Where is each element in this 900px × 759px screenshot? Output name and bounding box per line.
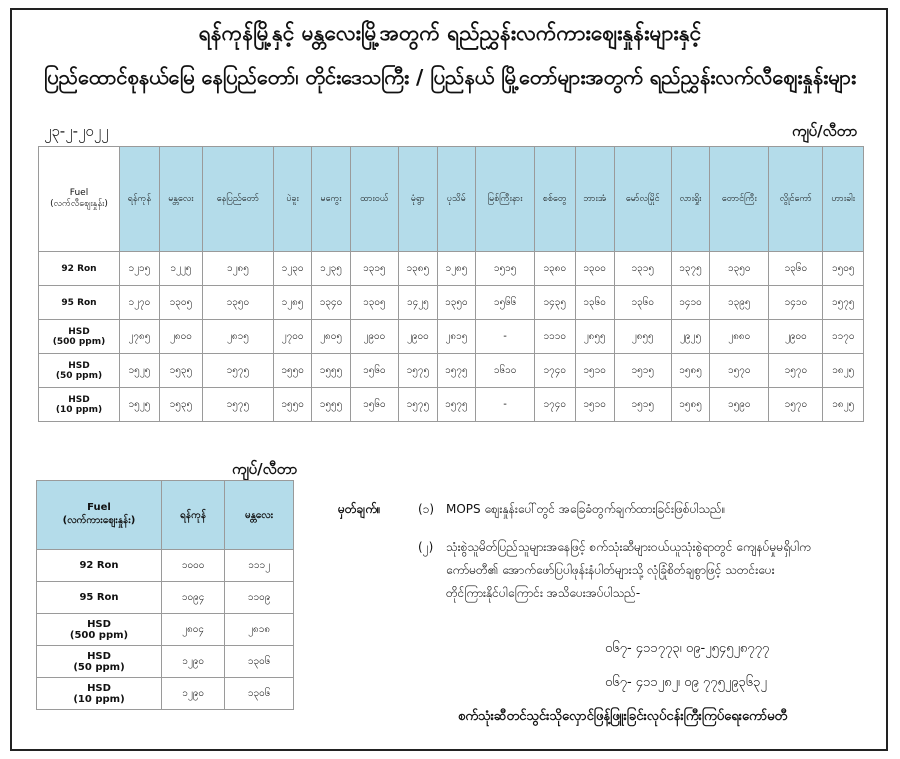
wholesale-price-table: [36, 480, 294, 710]
price-cell: ၁၃၀၅: [159, 286, 202, 320]
price-cell: ၁၅၁၅: [476, 252, 535, 286]
price-cell: ၂၈၀၄: [162, 614, 225, 646]
fuel-type-cell: [39, 320, 120, 354]
retail-price-table: [38, 146, 864, 422]
price-cell: ၂၈၁၅: [203, 320, 274, 354]
fuel-type-cell: [39, 286, 120, 320]
price-cell: ၁၅၃၅: [159, 354, 202, 388]
fuel-type-label: HSD: [87, 618, 111, 630]
fuel-header-subtitle: (လက်လီဈေးနှုန်း): [50, 198, 108, 209]
fuel-type-label: HSD: [87, 650, 111, 662]
retail-table-body: [39, 252, 864, 422]
price-cell: ၁၅၇၅: [437, 388, 475, 422]
date-label: ၂၃-၂-၂၀၂၂: [44, 122, 109, 140]
price-cell: ၁၂၉၀: [162, 646, 225, 678]
note-1-text: MOPS ဈေးနှုန်းပေါ်တွင် အခြေခံတွက်ချက်ထားခြင်းဖြစ်ပါသည်။: [446, 502, 726, 516]
price-cell: ၂၈၁၈: [225, 614, 294, 646]
wholesale-table-body: [37, 550, 294, 710]
price-cell: ၁၂၂၅: [159, 252, 202, 286]
fuel-type-label: HSD: [68, 326, 90, 337]
price-cell: ၁၃၀၀: [575, 252, 614, 286]
fuel-type-label: (500 ppm): [52, 336, 106, 347]
price-cell: ၁၃၆၀: [575, 286, 614, 320]
note-2-line: တိုင်ကြားနိုင်ပါကြောင်း အသိပေးအပ်ပါသည်-: [446, 586, 641, 600]
price-cell: ၁၁၇၀: [823, 320, 864, 354]
price-cell: ၁၁၁၂: [225, 550, 294, 582]
fuel-type-cell: [39, 354, 120, 388]
table-row: [37, 614, 294, 646]
price-cell: ၂၉၀၀: [399, 320, 438, 354]
price-cell: ၁၅၆၆: [476, 286, 535, 320]
fuel-type-label: HSD: [87, 682, 111, 694]
table-row: [39, 320, 864, 354]
price-cell: ၁၂၈၅: [437, 252, 475, 286]
note-1: [418, 498, 878, 521]
price-cell: ၁၈၂၅: [823, 354, 864, 388]
price-cell: ၁၂၃၅: [312, 252, 350, 286]
city-header: လွိုင်ကော်: [769, 147, 823, 252]
price-cell: ၁၅၇၅: [399, 354, 438, 388]
city-header: ရန်ကုန်: [162, 481, 225, 550]
fuel-type-label: (500 ppm): [69, 629, 129, 641]
city-header: စစ်တွေ: [535, 147, 576, 252]
price-cell: ၁၅၆၀: [350, 354, 398, 388]
price-cell: ၁၃၀၆: [225, 646, 294, 678]
notes-label: မှတ်ချက်။: [338, 502, 381, 516]
price-cell: ၁၆၁၀: [476, 354, 535, 388]
price-cell: -: [476, 320, 535, 354]
price-cell: ၁၅၇၀: [710, 354, 769, 388]
city-header: မန္တလေး: [225, 481, 294, 550]
fuel-type-cell: [37, 678, 162, 710]
price-cell: ၁၅၇၅: [203, 354, 274, 388]
price-cell: ၁၂၈၅: [203, 252, 274, 286]
wholesale-header-row: [37, 481, 294, 550]
fuel-column-header: [39, 147, 120, 252]
fuel-type-label: (10 ppm): [73, 693, 125, 705]
table-row: [39, 252, 864, 286]
city-header: ထားဝယ်: [350, 147, 398, 252]
price-cell: ၁၃၁၅: [614, 252, 671, 286]
fuel-type-label: 95 Ron: [61, 297, 97, 308]
price-cell: ၁၅၁၅: [614, 354, 671, 388]
price-cell: ၁၅၀၅: [823, 252, 864, 286]
city-header: မုံရွာ: [399, 147, 438, 252]
fuel-header-title: Fuel: [87, 502, 111, 513]
price-cell: ၂၈၀၅: [312, 320, 350, 354]
price-cell: ၂၇၀၀: [273, 320, 311, 354]
fuel-type-cell: [37, 550, 162, 582]
price-cell: ၁၇၄၀: [535, 388, 576, 422]
price-cell: ၁၄၁၀: [671, 286, 710, 320]
fuel-type-label: (10 ppm): [55, 404, 103, 415]
price-cell: ၁၃၅၀: [710, 252, 769, 286]
retail-header-row: [39, 147, 864, 252]
table-row: [39, 388, 864, 422]
price-cell: ၁၅၅၀: [273, 354, 311, 388]
price-cell: ၂၈၀၀: [159, 320, 202, 354]
price-cell: ၁၀၉၄: [162, 582, 225, 614]
price-cell: ၁၃၄၀: [312, 286, 350, 320]
price-cell: ၁၅၉၀: [710, 388, 769, 422]
fuel-type-label: HSD: [68, 394, 90, 405]
table-row: [37, 678, 294, 710]
price-cell: ၁၀၀၀: [162, 550, 225, 582]
unit-label: ကျပ်/လီတာ: [792, 122, 858, 140]
price-cell: ၁၁၀၉: [225, 582, 294, 614]
table-row: [39, 354, 864, 388]
fuel-type-cell: [39, 388, 120, 422]
price-cell: ၁၅၈၅: [671, 388, 710, 422]
price-cell: ၁၅၅၀: [273, 388, 311, 422]
price-cell: ၁၅၅၅: [312, 354, 350, 388]
price-cell: ၂၉၂၅: [671, 320, 710, 354]
price-cell: ၁၈၂၅: [823, 388, 864, 422]
phone-number: ၀၆၇- ၄၁၁၇၇၃၊ ၀၉-၂၅၄၅၂၈၇၇၇: [605, 641, 770, 656]
city-header: ပဲခူး: [273, 147, 311, 252]
city-header: ဘားအံ: [575, 147, 614, 252]
price-cell: ၁၅၇၅: [203, 388, 274, 422]
city-header: ရန်ကုန်: [120, 147, 160, 252]
fuel-header-title: Fuel: [69, 187, 89, 198]
page-subtitle: ပြည်ထောင်စုနယ်မြေ နေပြည်တော်၊ တိုင်းဒေသကြီး / ပြည်နယ် မြို့တော်များအတွက် ရည်ညွှန်းလက်လီဈေးနှုန်းများ: [43, 65, 857, 89]
price-cell: ၁၃၆၀: [769, 252, 823, 286]
fuel-type-cell: [37, 614, 162, 646]
city-header: မကွေး: [312, 147, 350, 252]
table-row: [37, 582, 294, 614]
price-cell: ၁၅၈၅: [671, 354, 710, 388]
note-2-line: ကော်မတီ၏ အောက်ဖော်ပြပါဖုန်းနံပါတ်များသို့ လုံခြုံစိတ်ချစွာဖြင့် သတင်းပေး: [446, 563, 775, 577]
price-cell: ၁၅၇၅: [823, 286, 864, 320]
city-header: ပုသိမ်: [437, 147, 475, 252]
city-header: နေပြည်တော်: [203, 147, 274, 252]
fuel-header-subtitle: (လက်ကားဈေးနှုန်း): [62, 515, 136, 526]
city-header: ဟားခါး: [823, 147, 864, 252]
price-cell: ၁၅၇၅: [437, 354, 475, 388]
price-cell: ၂၉၀၀: [350, 320, 398, 354]
fuel-column-header: [37, 481, 162, 550]
price-cell: ၁၁၁၀: [535, 320, 576, 354]
price-cell: ၁၃၆၀: [614, 286, 671, 320]
price-cell: ၁၃၅၀: [203, 286, 274, 320]
note-2: [418, 536, 878, 605]
price-cell: ၁၅၇၅: [399, 388, 438, 422]
price-cell: ၁၅၂၅: [120, 388, 160, 422]
fuel-type-cell: [37, 582, 162, 614]
price-cell: ၁၃၈၅: [399, 252, 438, 286]
price-cell: ၁၃၁၅: [350, 252, 398, 286]
price-cell: ၂၈၅၅: [575, 320, 614, 354]
price-cell: ၁၄၁၀: [769, 286, 823, 320]
city-header: မော်လမြိုင်: [614, 147, 671, 252]
price-cell: ၁၅၅၅: [312, 388, 350, 422]
price-cell: ၂၇၈၅: [120, 320, 160, 354]
price-cell: ၁၂၉၀: [162, 678, 225, 710]
fuel-type-label: HSD: [68, 360, 90, 371]
fuel-type-cell: [39, 252, 120, 286]
table-row: [39, 286, 864, 320]
price-cell: ၁၅၁၅: [614, 388, 671, 422]
price-cell: ၁၅၇၀: [769, 388, 823, 422]
fuel-type-label: 95 Ron: [79, 592, 119, 603]
phone-number: ၀၆၇- ၄၁၁၂၈၂၊ ၀၉ ၇၇၅၂၉၃၆၃၂: [605, 675, 767, 690]
wholesale-unit-label: ကျပ်/လီတာ: [232, 460, 298, 478]
price-cell: ၁၃၇၅: [671, 252, 710, 286]
price-cell: ၁၃၉၅: [710, 286, 769, 320]
fuel-type-label: 92 Ron: [61, 263, 97, 274]
note-2-number: (၂): [418, 540, 434, 554]
fuel-type-label: 92 Ron: [79, 560, 119, 571]
city-header: မန္တလေး: [159, 147, 202, 252]
page-title: ရန်ကုန်မြို့နှင့် မန္တလေးမြို့အတွက် ရည်ညွှန်းလက်ကားဈေးနှုန်းများနှင့်: [198, 21, 702, 45]
price-cell: ၁၅၇၀: [769, 354, 823, 388]
price-cell: ၂၈၁၅: [437, 320, 475, 354]
price-cell: ၁၅၁၀: [575, 388, 614, 422]
price-cell: ၂၈၅၅: [614, 320, 671, 354]
price-cell: ၁၃၅၀: [437, 286, 475, 320]
price-cell: -: [476, 388, 535, 422]
city-header: လားရှိုး: [671, 147, 710, 252]
price-cell: ၁၅၂၅: [120, 354, 160, 388]
price-cell: ၁၂၃၀: [273, 252, 311, 286]
fuel-type-label: (50 ppm): [73, 661, 125, 673]
table-row: [37, 646, 294, 678]
city-header: မြစ်ကြီးနား: [476, 147, 535, 252]
price-cell: ၁၂၇၀: [120, 286, 160, 320]
city-header: တောင်ကြီး: [710, 147, 769, 252]
price-cell: ၁၃၀၆: [225, 678, 294, 710]
fuel-type-label: (50 ppm): [55, 370, 103, 381]
price-cell: ၁၇၄၀: [535, 354, 576, 388]
note-1-number: (၁): [418, 502, 435, 516]
price-cell: ၁၅၆၀: [350, 388, 398, 422]
price-cell: ၁၃၀၅: [350, 286, 398, 320]
table-row: [37, 550, 294, 582]
price-cell: ၁၄၃၅: [535, 286, 576, 320]
price-cell: ၂၈၈၀: [710, 320, 769, 354]
price-cell: ၁၂၁၅: [120, 252, 160, 286]
price-cell: ၁၂၈၅: [273, 286, 311, 320]
price-cell: ၂၉၀၀: [769, 320, 823, 354]
department-name: စက်သုံးဆီတင်သွင်းသိုလှောင်ဖြန့်ဖြူးခြင်းလုပ်ငန်းကြီးကြပ်ရေးကော်မတီ: [458, 709, 788, 724]
price-cell: ၁၃၈၀: [535, 252, 576, 286]
price-cell: ၁၅၃၅: [159, 388, 202, 422]
price-cell: ၁၅၁၀: [575, 354, 614, 388]
fuel-type-cell: [37, 646, 162, 678]
price-cell: ၁၄၂၅: [399, 286, 438, 320]
note-2-line: သုံးစွဲသူမိတ်ပြည်သူများအနေဖြင့် စက်သုံးဆီများဝယ်ယူသုံးစွဲရာတွင် ကျေနပ်မှုမရှိပါက: [446, 540, 811, 554]
